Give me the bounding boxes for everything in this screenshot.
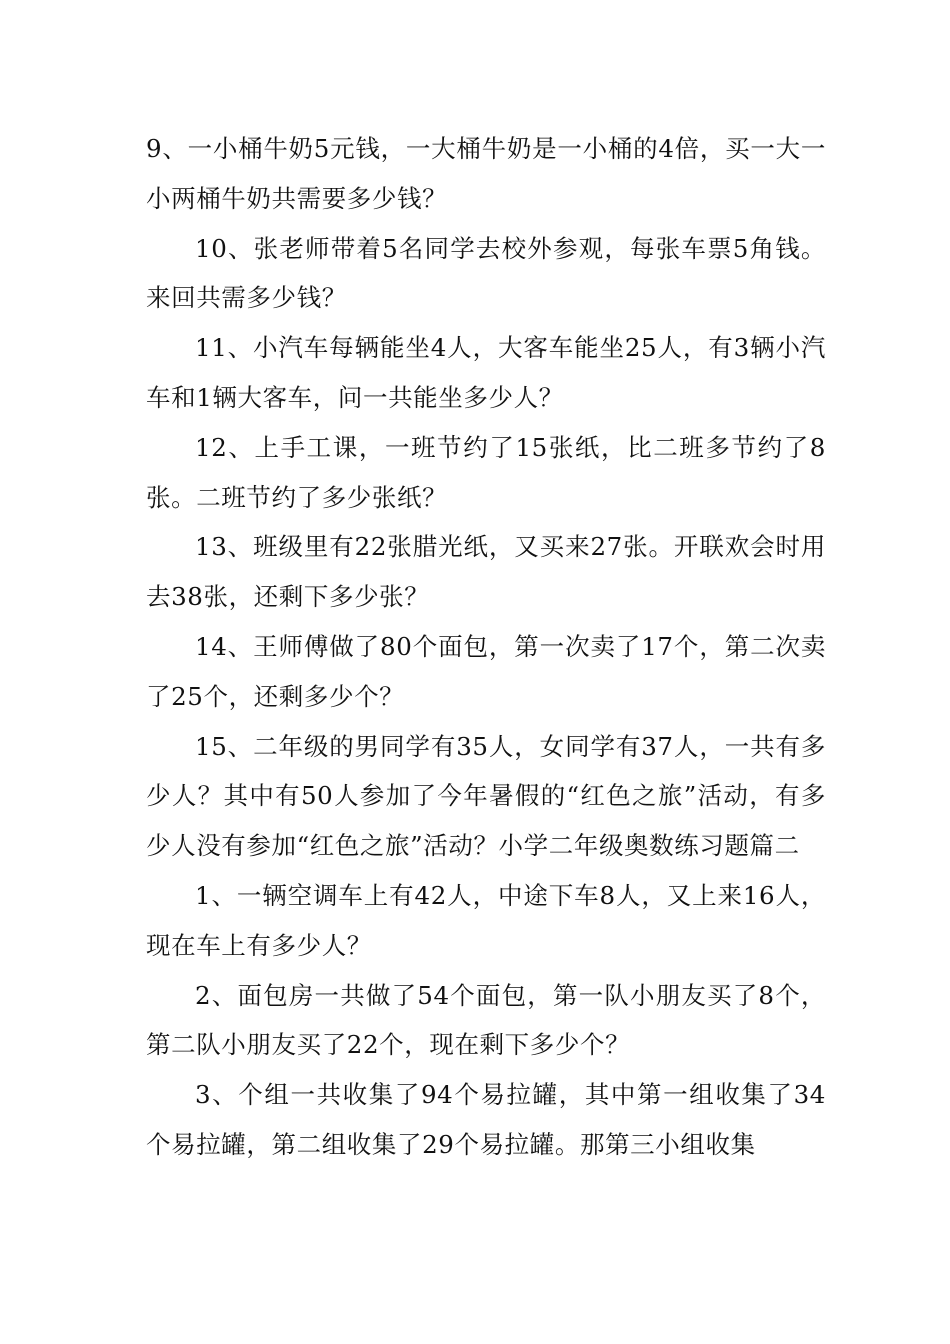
part2-question-2: 2、面包房一共做了54个面包，第一队小朋友买了8个，第二队小朋友买了22个，现在剩下多少个？ [146,980,826,1060]
question-12: 12、上手工课，一班节约了15张纸，比二班多节约了8张。二班节约了多少张纸？ [146,432,826,512]
question-10: 10、张老师带着5名同学去校外参观，每张车票5角钱。来回共需多少钱？ [146,233,826,313]
question-13: 13、班级里有22张腊光纸，又买来27张。开联欢会时用去38张，还剩下多少张？ [146,532,826,612]
question-9: 9、一小桶牛奶5元钱，一大桶牛奶是一小桶的4倍，买一大一小两桶牛奶共需要多少钱？ [146,134,826,213]
part2-question-3: 3、个组一共收集了94个易拉罐，其中第一组收集了34个易拉罐，第二组收集了29个易拉罐。那第三小组收集 [146,1080,826,1159]
part2-question-1: 1、一辆空调车上有42人，中途下车8人，又上来16人，现在车上有多少人？ [146,880,826,960]
document-body [146,124,826,1170]
question-15: 15、二年级的男同学有35人，女同学有37人，一共有多少人？其中有50人参加了今年暑假的“红色之旅”活动，有多少人没有参加“红色之旅”活动？小学二年级奥数练习题篇二 [146,731,826,861]
question-11: 11、小汽车每辆能坐4人，大客车能坐25人，有3辆小汽车和1辆大客车，问一共能坐多少人？ [146,333,826,412]
question-14: 14、王师傅做了80个面包，第一次卖了17个，第二次卖了25个，还剩多少个？ [146,631,826,711]
